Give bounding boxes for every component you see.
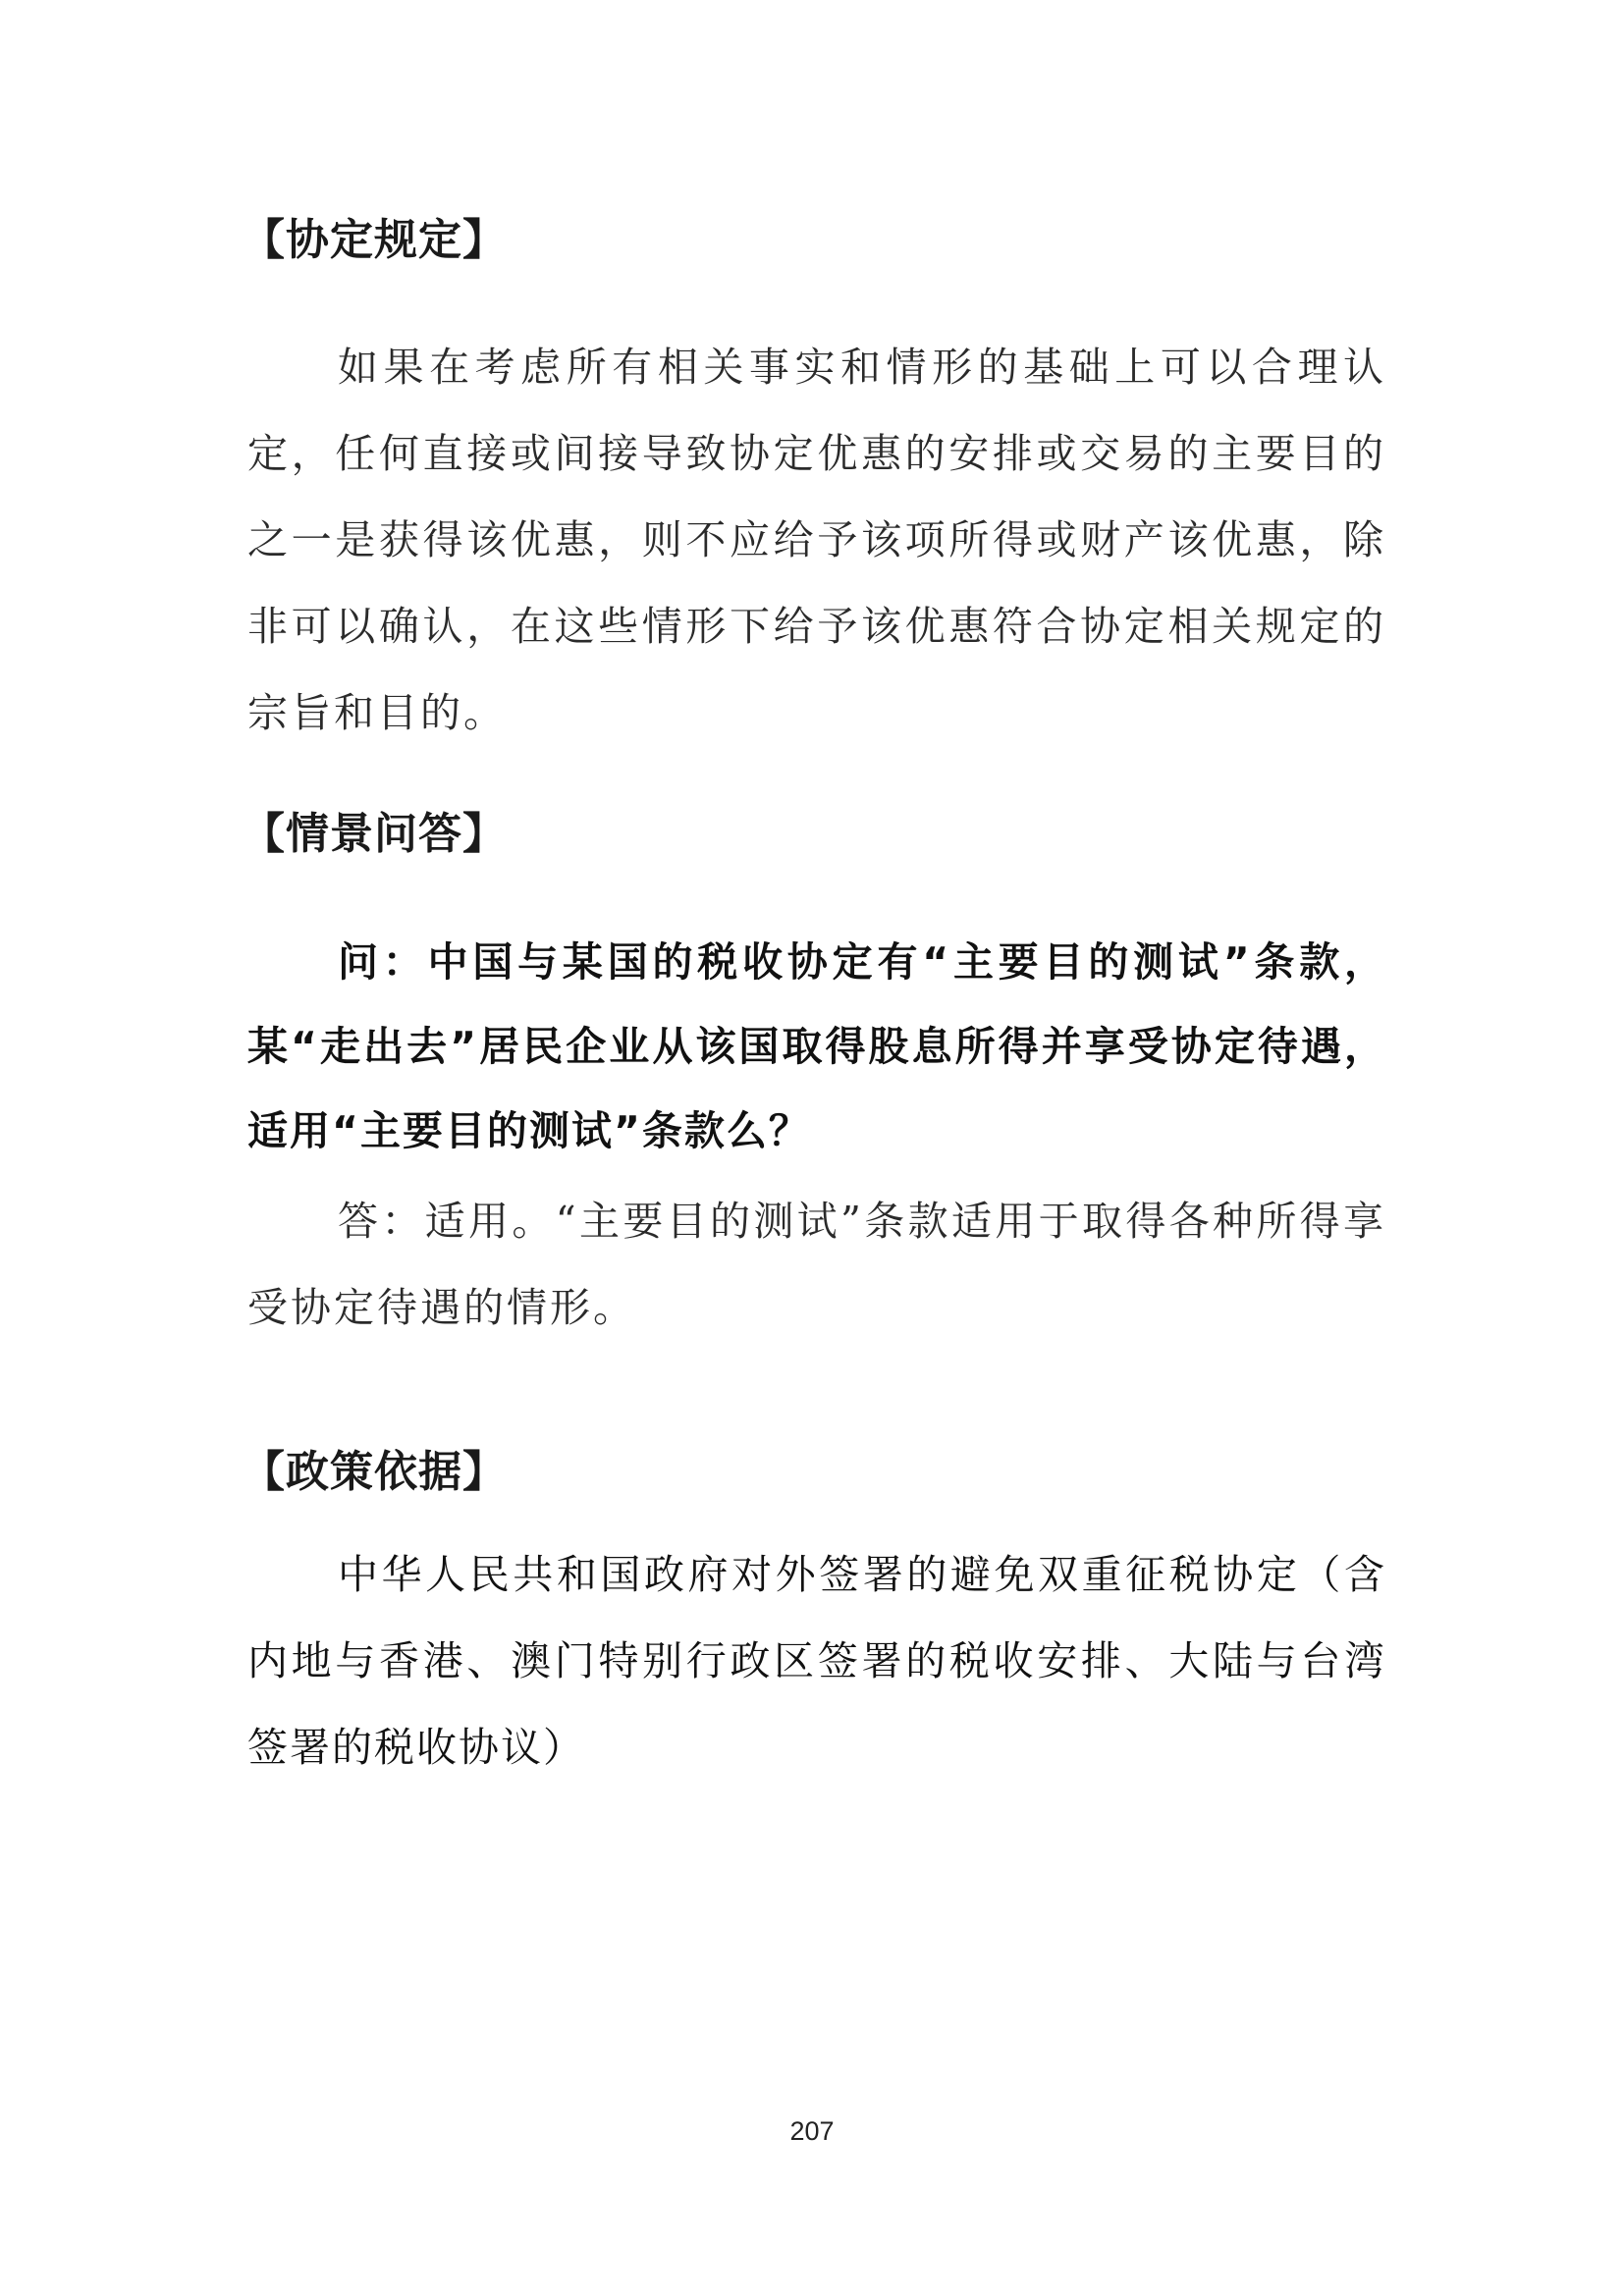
agreement-body: 如果在考虑所有相关事实和情形的基础上可以合理认定，任何直接或间接导致协定优惠的安排或交易的主要目的之一是获得该优惠，则不应给予该项所得或财产该优惠，除非可以确认，在这些情形下给予该优惠符合协定相关规定的宗旨和目的。 [247, 344, 1386, 736]
qa-question: 问：中国与某国的税收协定有“主要目的测试”条款，某“走出去”居民企业从该国取得股息所得并享受协定待遇，适用“主要目的测试”条款么？ [247, 938, 1386, 1154]
agreement-heading: 【协定规定】 [242, 215, 507, 265]
qa-answer: 答：适用。“主要目的测试”条款适用于取得各种所得享受协定待遇的情形。 [247, 1198, 1386, 1331]
page-number: 207 [789, 2116, 835, 2146]
qa-heading: 【情景问答】 [242, 809, 507, 859]
policy-body: 中华人民共和国政府对外签署的避免双重征税协定（含内地与香港、澳门特别行政区签署的税收安排、大陆与台湾签署的税收协议） [247, 1551, 1386, 1771]
policy-heading: 【政策依据】 [242, 1447, 507, 1497]
